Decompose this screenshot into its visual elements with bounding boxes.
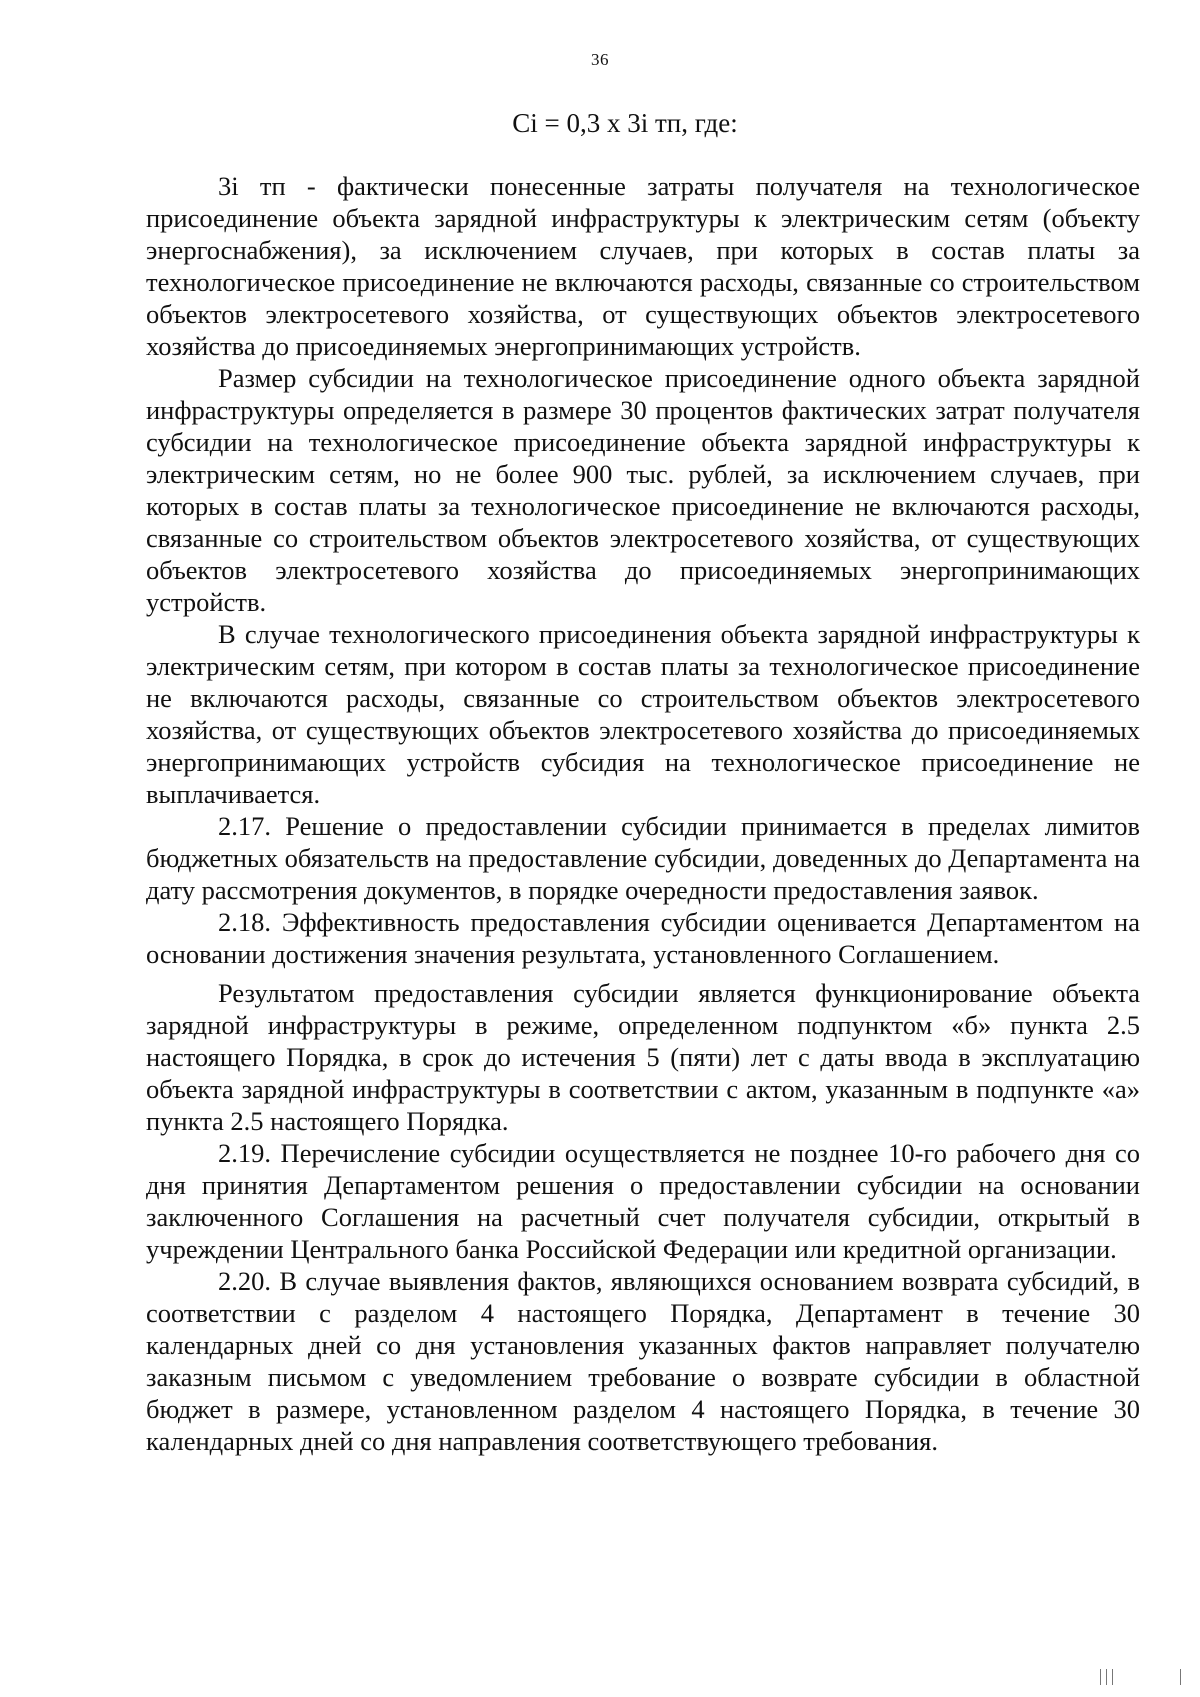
paragraph-subsidy-size: Размер субсидии на технологическое присоединение одного объекта зарядной инфраструктуры определяется в размере 30 процентов фактических затрат получателя субсидии на технологическое присоединение объекта зарядной инфраструктуры к электрическим сетям, но не более 900 тыс. рублей, за исключением случаев, при которых в состав платы за технологическое присоединение не включаются расходы, связанные со строительством объектов электросетевого хозяйства, от существующих объектов электросетевого хозяйства до присоединяемых энергопринимающих устройств. <box>146 363 1140 617</box>
paragraph-2-20: 2.20. В случае выявления фактов, являющихся основанием возврата субсидий, в соответствии с разделом 4 настоящего Порядка, Департамент в течение 30 календарных дней со дня установления указанных фактов направляет получателю заказным письмом с уведомлением требование о возврате субсидии в областной бюджет в размере, установленном разделом 4 настоящего Порядка, в течение 30 календарных дней со дня направления соответствующего требования. <box>146 1266 1140 1456</box>
scan-artifact <box>1112 1669 1113 1685</box>
document-body <box>146 170 1140 1457</box>
scan-artifact <box>1100 1669 1101 1685</box>
paragraph-result: Результатом предоставления субсидии является функционирование объекта зарядной инфраструктуры в режиме, определенном подпунктом «б» пункта 2.5 настоящего Порядка, в срок до истечения 5 (пяти) лет с даты ввода в эксплуатацию объекта зарядной инфраструктуры в соответствии с актом, указанным в подпункте «а» пункта 2.5 настоящего Порядка. <box>146 978 1140 1136</box>
paragraph-no-payment-case: В случае технологического присоединения объекта зарядной инфраструктуры к электрическим сетям, при котором в состав платы за технологическое присоединение не включаются расходы, связанные со строительством объектов электросетевого хозяйства, от существующих объектов электросетевого хозяйства до присоединяемых энергопринимающих устройств субсидия на технологическое присоединение не выплачивается. <box>146 619 1140 809</box>
page-number: 36 <box>591 50 609 69</box>
paragraph-2-18: 2.18. Эффективность предоставления субсидии оценивается Департаментом на основании достижения значения результата, установленного Соглашением. <box>146 907 1140 969</box>
paragraph-2-19: 2.19. Перечисление субсидии осуществляется не позднее 10-го рабочего дня со дня принятия Департаментом решения о предоставлении субсидии на основании заключенного Соглашения на расчетный счет получателя субсидии, открытый в учреждении Центрального банка Российской Федерации или кредитной организации. <box>146 1138 1140 1264</box>
scan-artifact <box>1180 1669 1181 1685</box>
subsidy-formula: Ci = 0,3 x 3i тп, где: <box>512 108 738 138</box>
paragraph-cost-definition: 3i тп - фактически понесенные затраты получателя на технологическое присоединение объекта зарядной инфраструктуры к электрическим сетям (объекту энергоснабжения), за исключением случаев, при которых в состав платы за технологическое присоединение не включаются расходы, связанные со строительством объектов электросетевого хозяйства, от существующих объектов электросетевого хозяйства до присоединяемых энергопринимающих устройств. <box>146 171 1140 361</box>
paragraph-2-17: 2.17. Решение о предоставлении субсидии принимается в пределах лимитов бюджетных обязательств на предоставление субсидии, доведенных до Департамента на дату рассмотрения документов, в порядке очередности предоставления заявок. <box>146 811 1140 905</box>
scan-artifact <box>1106 1669 1107 1685</box>
